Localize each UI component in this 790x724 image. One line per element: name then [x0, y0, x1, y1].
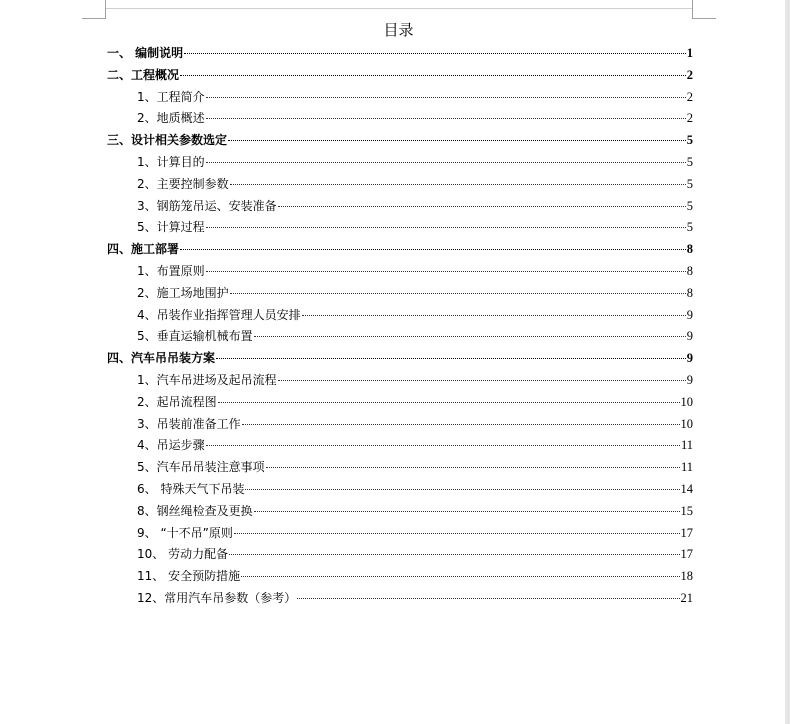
toc-page-number: 10: [680, 394, 693, 409]
toc-entry-label: 三、设计相关参数选定: [107, 133, 228, 148]
toc-entry-label: 5、计算过程: [137, 220, 205, 235]
toc-dot-leader: [302, 315, 686, 316]
toc-section-entry[interactable]: [107, 348, 693, 370]
toc-entry-label: 2、主要控制参数: [137, 176, 229, 191]
toc-page-number: 2: [686, 89, 693, 104]
toc-dot-leader: [180, 75, 686, 76]
toc-entry-label: 10、 劳动力配备: [137, 547, 229, 562]
toc-section-entry[interactable]: [107, 65, 693, 87]
toc-dot-leader: [254, 511, 680, 512]
toc-page-number: 2: [686, 111, 693, 126]
toc-entry-label: 四、施工部署: [107, 242, 180, 257]
toc-subsection-entry[interactable]: [107, 370, 693, 392]
toc-entry-label: 9、 “十不吊”原则: [137, 525, 233, 540]
toc-entry-label: 3、吊装前准备工作: [137, 416, 241, 431]
toc-page-number: 9: [686, 307, 693, 322]
toc-dot-leader: [206, 162, 686, 163]
toc-entry-label: 二、工程概况: [107, 67, 180, 82]
toc-page-number: 8: [686, 263, 693, 278]
toc-page-number: 11: [680, 438, 693, 453]
toc-entry-label: 4、吊装作业指挥管理人员安排: [137, 307, 301, 322]
toc-subsection-entry[interactable]: [107, 108, 693, 130]
toc-page-number: 11: [680, 460, 693, 475]
toc-dot-leader: [278, 206, 686, 207]
toc-page-number: 5: [686, 198, 693, 213]
toc-subsection-entry[interactable]: [107, 544, 693, 566]
crop-mark-top-right: [693, 18, 716, 19]
toc-entry-label: 5、汽车吊吊装注意事项: [137, 460, 265, 475]
toc-page-number: 1: [686, 46, 693, 60]
toc-entry-label: 2、施工场地围护: [137, 285, 229, 300]
toc-entry-label: 8、钢丝绳检查及更换: [137, 503, 253, 518]
toc-entry-label: 1、计算目的: [137, 154, 205, 169]
toc-dot-leader: [254, 336, 686, 337]
toc-dot-leader: [230, 293, 686, 294]
toc-dot-leader: [234, 533, 680, 534]
toc-dot-leader: [241, 576, 679, 577]
toc-dot-leader: [229, 554, 679, 555]
toc-subsection-entry[interactable]: [107, 588, 693, 610]
crop-mark-top-left: [105, 0, 106, 19]
toc-subsection-entry[interactable]: [107, 479, 693, 501]
toc-subsection-entry[interactable]: [107, 414, 693, 436]
toc-page-number: 9: [686, 329, 693, 344]
toc-subsection-entry[interactable]: [107, 457, 693, 479]
toc-subsection-entry[interactable]: [107, 196, 693, 218]
page-right-edge: [785, 0, 790, 724]
toc-subsection-entry[interactable]: [107, 392, 693, 414]
toc-subsection-entry[interactable]: [107, 152, 693, 174]
toc-dot-leader: [206, 97, 686, 98]
toc-dot-leader: [266, 467, 680, 468]
toc-page-number: 5: [686, 176, 693, 191]
crop-mark-top-right: [692, 0, 693, 19]
toc-page-number: 18: [680, 569, 693, 584]
toc-section-entry[interactable]: [107, 239, 693, 261]
toc-subsection-entry[interactable]: [107, 523, 693, 545]
toc-entry-label: 5、垂直运输机械布置: [137, 329, 253, 344]
toc-dot-leader: [218, 402, 680, 403]
toc-section-entry[interactable]: [107, 130, 693, 152]
toc-entry-label: 四、汽车吊吊装方案: [107, 351, 216, 366]
toc-entry-label: 11、 安全预防措施: [137, 569, 241, 584]
toc-entry-label: 12、常用汽车吊参数（参考）: [137, 590, 297, 605]
toc-dot-leader: [180, 249, 686, 250]
toc-page-number: 21: [680, 590, 693, 605]
toc-dot-leader: [206, 118, 686, 119]
toc-entry-label: 1、工程简介: [137, 89, 205, 104]
toc-dot-leader: [297, 598, 679, 599]
toc-page-number: 9: [686, 372, 693, 387]
crop-mark-top-left: [82, 18, 105, 19]
toc-dot-leader: [228, 140, 686, 141]
toc-subsection-entry[interactable]: [107, 217, 693, 239]
toc-dot-leader: [216, 358, 686, 359]
toc-page-number: 14: [680, 481, 693, 496]
toc-entry-label: 一、 编制说明: [107, 46, 184, 60]
toc-subsection-entry[interactable]: [107, 566, 693, 588]
toc-page-number: 17: [680, 525, 693, 540]
toc-entry-label: 1、布置原则: [137, 263, 205, 278]
toc-dot-leader: [206, 227, 686, 228]
toc-page-number: 2: [686, 67, 693, 82]
toc-dot-leader: [206, 271, 686, 272]
toc-page-number: 5: [686, 133, 693, 148]
toc-dot-leader: [206, 445, 680, 446]
toc-dot-leader: [230, 184, 686, 185]
toc-dot-leader: [242, 424, 680, 425]
toc-page-number: 10: [680, 416, 693, 431]
toc-subsection-entry[interactable]: [107, 305, 693, 327]
toc-dot-leader: [278, 380, 686, 381]
toc-title: 目录: [383, 21, 414, 39]
toc-subsection-entry[interactable]: [107, 326, 693, 348]
toc-entry-label: 1、汽车吊进场及起吊流程: [137, 372, 277, 387]
toc-page-number: 15: [680, 503, 693, 518]
toc-subsection-entry[interactable]: [107, 435, 693, 457]
toc-dot-leader: [184, 53, 686, 54]
toc-subsection-entry[interactable]: [107, 174, 693, 196]
toc-page-number: 9: [686, 351, 693, 366]
toc-page-number: 5: [686, 154, 693, 169]
table-of-contents: [107, 43, 693, 610]
toc-dot-leader: [245, 489, 679, 490]
toc-page-number: 8: [686, 285, 693, 300]
toc-page-number: 8: [686, 242, 693, 257]
toc-entry-label: 6、 特殊天气下吊装: [137, 481, 245, 496]
toc-entry-label: 3、钢筋笼吊运、安装准备: [137, 198, 277, 213]
toc-entry-label: 2、地质概述: [137, 111, 205, 126]
toc-page-number: 5: [686, 220, 693, 235]
toc-page-number: 17: [680, 547, 693, 562]
toc-subsection-entry[interactable]: [107, 501, 693, 523]
toc-entry-label: 4、吊运步骤: [137, 438, 205, 453]
toc-section-entry[interactable]: [107, 43, 693, 65]
toc-subsection-entry[interactable]: [107, 87, 693, 109]
toc-subsection-entry[interactable]: [107, 261, 693, 283]
page-top-border: [106, 8, 692, 9]
toc-subsection-entry[interactable]: [107, 283, 693, 305]
toc-entry-label: 2、起吊流程图: [137, 394, 217, 409]
